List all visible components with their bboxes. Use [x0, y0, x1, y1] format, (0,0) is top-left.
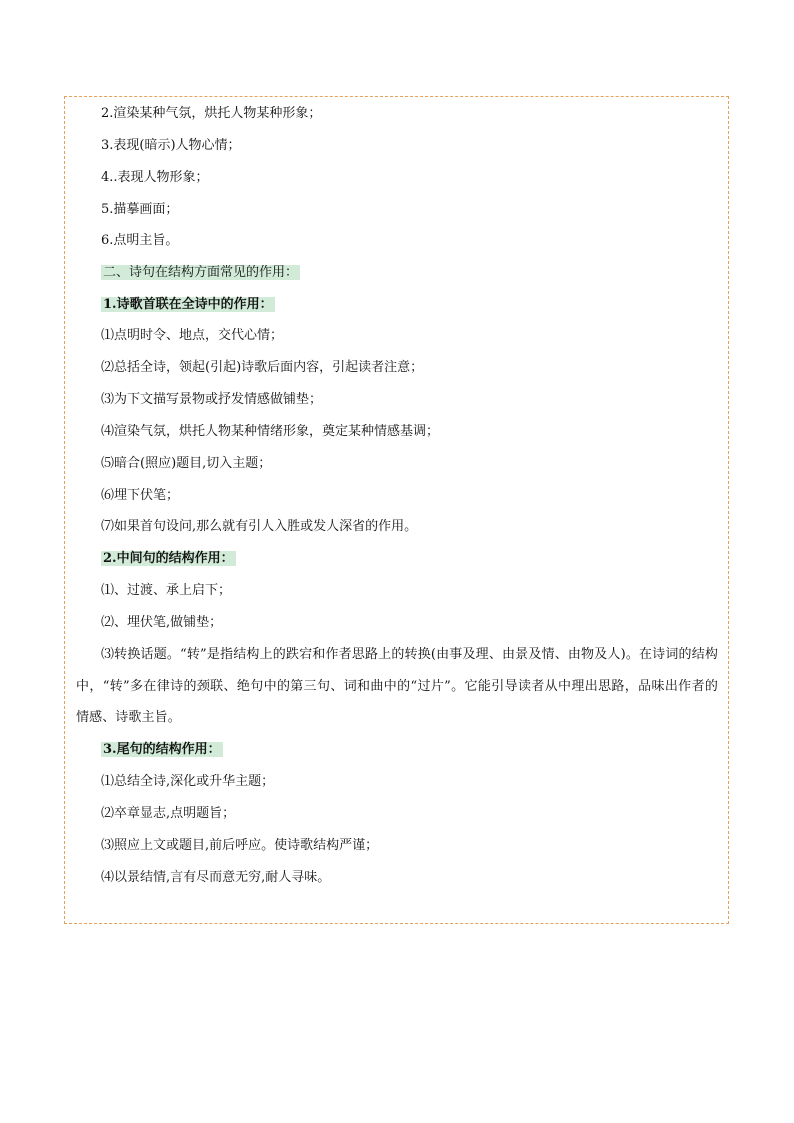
list-item: ⑺如果首句设问,那么就有引人入胜或发人深省的作用。 [101, 519, 418, 534]
list-item: ⑵卒章显志,点明题旨； [101, 806, 236, 821]
section-heading [101, 264, 300, 282]
list-item: ⑵总括全诗，领起(引起)诗歌后面内容，引起读者注意； [101, 360, 424, 375]
section-heading-text: 二、诗句在结构方面常见的作用： [103, 265, 299, 280]
subheading-middle-line [101, 550, 236, 568]
list-item: 2.渲染某种气氛，烘托人物某种形象； [101, 106, 322, 121]
list-item: 6.点明主旨。 [101, 233, 179, 248]
list-item: ⑵、埋伏笔,做铺垫； [101, 615, 223, 630]
list-item: 3.表现(暗示)人物心情； [101, 138, 241, 153]
list-item: ⑶为下文描写景物或抒发情感做铺垫； [101, 392, 323, 407]
list-item: ⑴点明时令、地点，交代心情； [101, 328, 284, 343]
list-item: ⑴总结全诗,深化或升华主题； [101, 774, 275, 789]
subheading-first-line [101, 296, 275, 314]
subheading-first-line-text: 1.诗歌首联在全诗中的作用： [103, 297, 273, 312]
subheading-last-line [101, 741, 223, 759]
paragraph-transition: ⑶转换话题。“转”是指结构上的跌宕和作者思路上的转换(由事及理、由景及情、由物及人)。在诗词的结构中，“转”多在律诗的颈联、绝句中的第三句、词和曲中的“过片”。它能引导读者从中理出思路，品味出作者的情感、诗歌主旨。 [76, 647, 718, 725]
list-item: ⑷以景结情,言有尽而意无穷,耐人寻味。 [101, 870, 331, 885]
list-item: ⑶照应上文或题目,前后呼应。使诗歌结构严谨； [101, 838, 379, 853]
list-item: 4..表现人物形象； [101, 170, 209, 185]
subheading-last-line-text: 3.尾句的结构作用： [103, 742, 221, 757]
list-item: 5.描摹画面； [101, 202, 179, 217]
subheading-middle-line-text: 2.中间句的结构作用： [103, 551, 234, 566]
list-item: ⑷渲染气氛，烘托人物某种情绪形象，奠定某种情感基调； [101, 424, 440, 439]
list-item: ⑹埋下伏笔； [101, 488, 180, 503]
content-frame [64, 96, 729, 924]
list-item: ⑸暗合(照应)题目,切入主题； [101, 456, 272, 471]
list-item: ⑴、过渡、承上启下； [101, 583, 232, 598]
